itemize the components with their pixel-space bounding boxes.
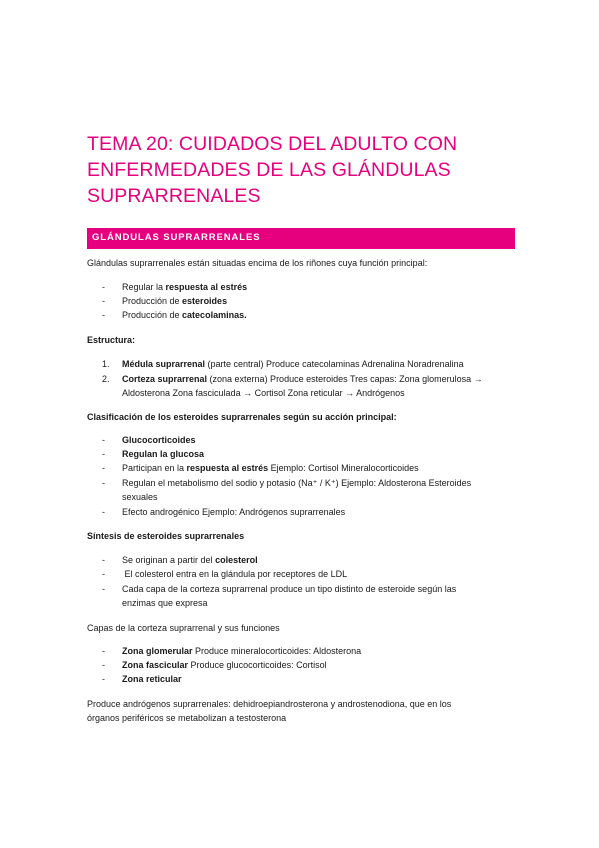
bullet-marker: - (102, 478, 105, 488)
list-item-text: Se originan a partir del (122, 555, 216, 565)
closing-paragraph-line: Produce andrógenos suprarrenales: dehidroepiandrosterona y androstenodiona, que en los (87, 699, 452, 709)
list-item-bold: esteroides (182, 296, 228, 306)
bullet-marker: - (102, 555, 105, 565)
list-item-text: sexuales (122, 492, 158, 502)
list-item-text: Producción de (122, 296, 183, 306)
list-item-text: Producción de (122, 310, 183, 320)
list-item-text: (zona externa) Produce esteroides Tres capas: Zona glomerulosa → (207, 374, 483, 384)
bullet-marker: - (102, 463, 105, 473)
list-item-text: Ejemplo: Cortisol Mineralocorticoides (268, 463, 419, 473)
title-line: SUPRARRENALES (87, 185, 261, 207)
section-banner (87, 228, 515, 249)
bullet-marker: - (102, 584, 105, 594)
list-item-text: Produce glucocorticoides: Cortisol (188, 660, 327, 670)
section-heading: Estructura: (87, 335, 136, 345)
bullet-marker: - (102, 449, 105, 459)
list-item-bold: Regulan la glucosa (122, 449, 205, 459)
list-item-text: Participan en la (122, 463, 187, 473)
title-line: ENFERMEDADES DE LAS GLÁNDULAS (87, 159, 451, 181)
bullet-marker: - (102, 310, 105, 320)
list-item-bold: colesterol (215, 555, 258, 565)
list-item-text: enzimas que expresa (122, 598, 208, 608)
list-item-text: Cada capa de la corteza suprarrenal produce un tipo distinto de esteroide según las (122, 584, 457, 594)
list-item-text: Regular la (122, 282, 166, 292)
page-title (87, 131, 527, 209)
list-item-bold: respuesta al estrés (186, 463, 269, 473)
list-item-bold: Médula suprarrenal (122, 359, 206, 369)
bullet-marker: - (102, 569, 105, 579)
bullet-marker: - (102, 674, 105, 684)
list-item-text: Aldosterona Zona fasciculada → Cortisol Zona reticular → Andrógenos (122, 388, 405, 398)
list-item-bold: Zona fascicular (122, 660, 189, 670)
list-item-text: Produce mineralocorticoides: Aldosterona (192, 646, 362, 656)
list-item-bold: catecolaminas. (182, 310, 247, 320)
bullet-marker: - (102, 507, 105, 517)
subsection-label: Capas de la corteza suprarrenal y sus funciones (87, 623, 280, 633)
bullet-marker: - (102, 282, 105, 292)
bullet-marker: - (102, 296, 105, 306)
list-item-text: (parte central) Produce catecolaminas Adrenalina Noradrenalina (205, 359, 464, 369)
list-item-text: Efecto androgénico Ejemplo: Andrógenos suprarrenales (122, 507, 346, 517)
list-item-bold: respuesta al estrés (165, 282, 248, 292)
list-item-text: Regulan el metabolismo del sodio y potasio (Na⁺ / K⁺) Ejemplo: Aldosterona Esteroides (122, 478, 472, 488)
intro-paragraph: Glándulas suprarrenales están situadas encima de los riñones cuya función principal: (87, 258, 428, 268)
bullet-marker: - (102, 435, 105, 445)
list-item-bold: Zona glomerular (122, 646, 193, 656)
section-heading: Síntesis de esteroides suprarrenales (87, 531, 245, 541)
item-number: 2. (102, 374, 110, 384)
title-line: TEMA 20: CUIDADOS DEL ADULTO CON (87, 133, 458, 155)
list-item-bold: Zona reticular (122, 674, 182, 684)
section-heading: Clasificación de los esteroides suprarrenales según su acción principal: (87, 412, 397, 422)
closing-paragraph-line: órganos periféricos se metabolizan a testosterona (87, 713, 287, 723)
list-item-text: El colesterol entra en la glándula por receptores de LDL (122, 569, 348, 579)
bullet-marker: - (102, 646, 105, 656)
item-number: 1. (102, 359, 110, 369)
list-item-bold: Glucocorticoides (122, 435, 196, 445)
bullet-marker: - (102, 660, 105, 670)
list-item-bold: Corteza suprarrenal (122, 374, 208, 384)
section-banner-label: GLÁNDULAS SUPRARRENALES (92, 232, 261, 243)
